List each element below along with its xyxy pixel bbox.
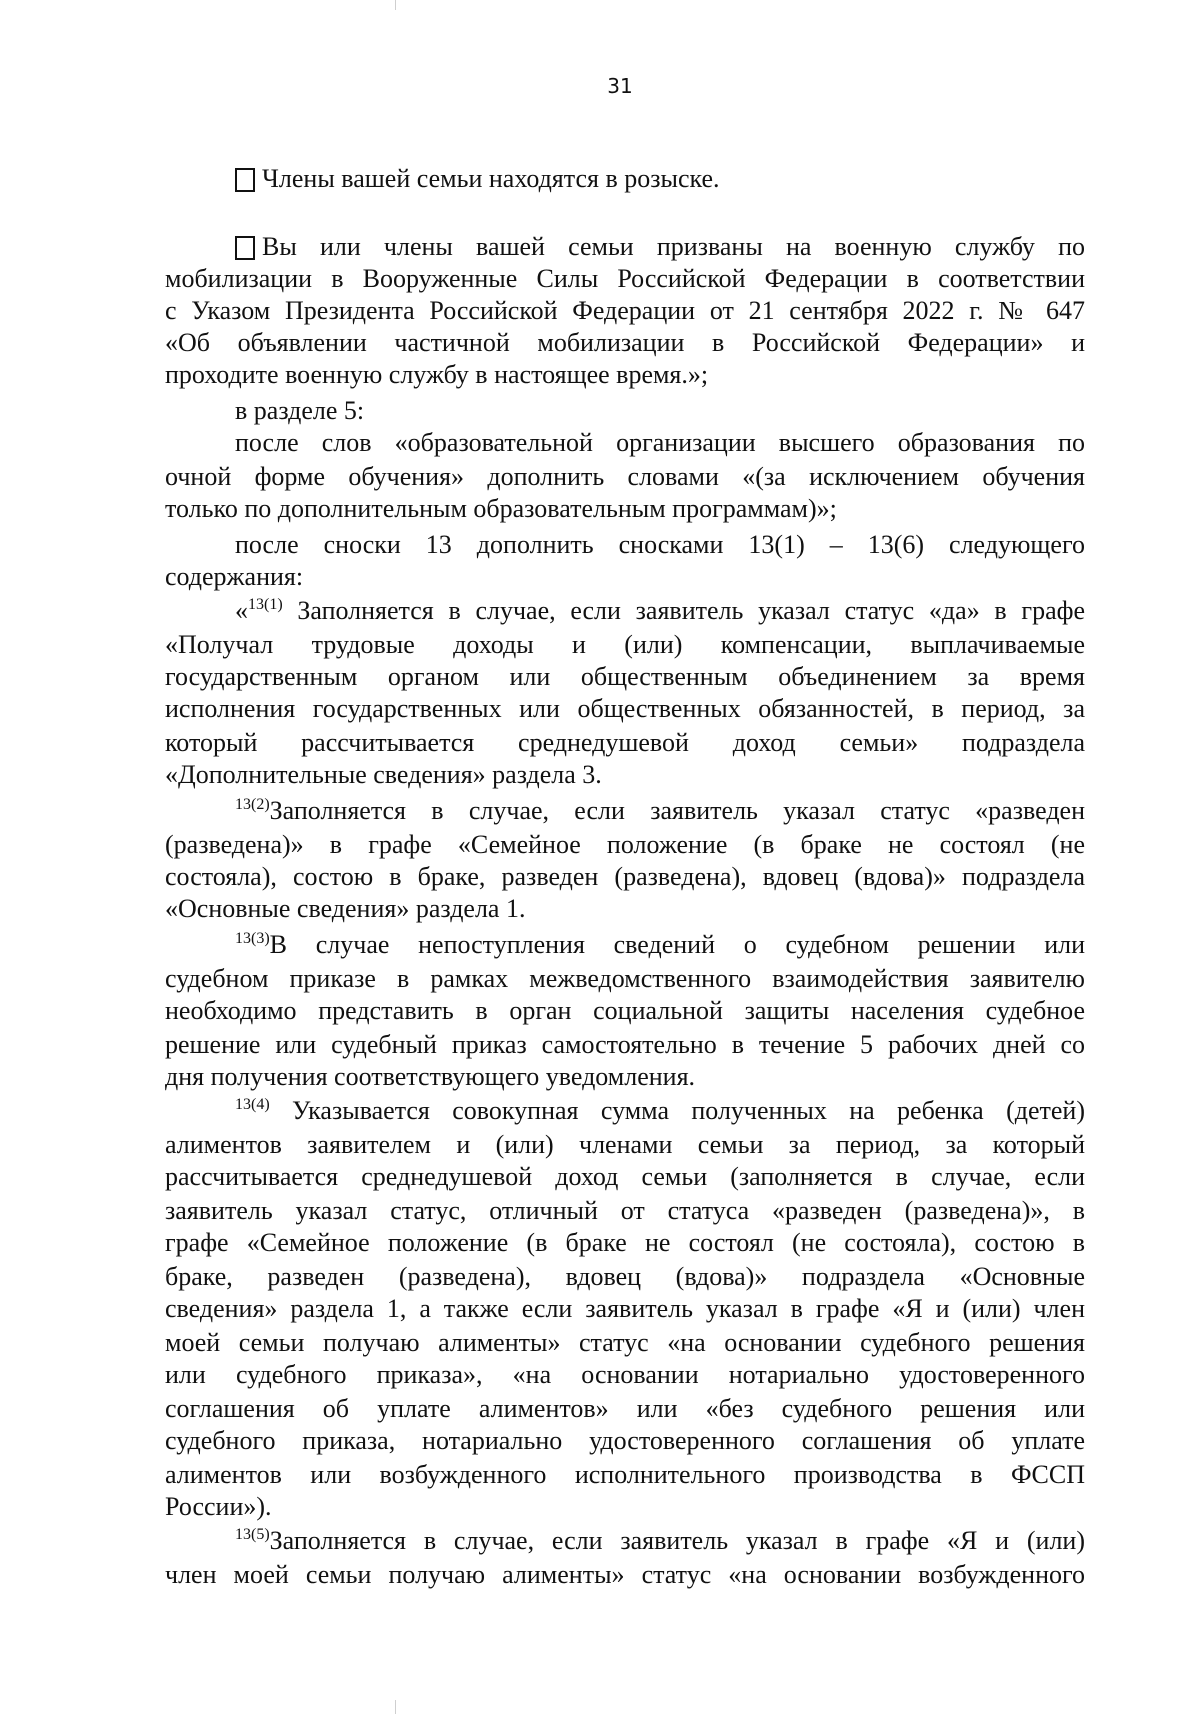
paragraph-line: с Указом Президента Российской Федерации от 21 сентября 2022 г. № 647	[165, 296, 1085, 325]
paragraph-line: графе «Семейное положение (в браке не состоял (не состояла), состою в	[165, 1228, 1085, 1257]
paragraph-line: или судебного приказа», «на основании нотариально удостоверенного	[165, 1360, 1085, 1389]
paragraph-line: после сноски 13 дополнить сносками 13(1) – 13(6) следующего	[235, 530, 1085, 559]
paragraph-line: мобилизации в Вооруженные Силы Российской Федерации в соответствии	[165, 264, 1085, 293]
footnote-13-1: «$^{13(1)}$ Заполняется в случае, если заявитель указал статус «да» в графе	[235, 596, 1085, 625]
section-heading: в разделе 5:	[235, 396, 365, 425]
paragraph-line: состояла), состою в браке, разведен (разведена), вдовец (вдова)» подраздела	[165, 862, 1085, 891]
footnote-mark: 13(2)	[235, 796, 270, 813]
paragraph-line: России»).	[165, 1492, 272, 1521]
quote-mark: «	[235, 596, 248, 625]
paragraph-line: решение или судебный приказ самостоятельно в течение 5 рабочих дней со	[165, 1030, 1085, 1059]
footnote-mark: 13(4)	[235, 1096, 270, 1113]
checkbox-icon[interactable]	[235, 236, 255, 260]
paragraph-line: алиментов или возбужденного исполнительного производства в ФССП	[165, 1460, 1085, 1489]
checkbox-item-missing	[235, 164, 1085, 194]
paragraph-line: судебном приказе в рамках межведомственного взаимодействия заявителю	[165, 964, 1085, 993]
scan-mark-top	[395, 0, 396, 10]
paragraph-line: содержания:	[165, 562, 304, 591]
paragraph-line: исполнения государственных или общественных обязанностей, в период, за	[165, 694, 1085, 723]
paragraph-line: дня получения соответствующего уведомления.	[165, 1062, 696, 1091]
paragraph-line: «Получал трудовые доходы и (или) компенсации, выплачиваемые	[165, 630, 1085, 659]
footnote-mark: 13(1)	[248, 596, 283, 613]
page-number: 31	[607, 74, 633, 98]
footnote-13-3: $^{13(3)}$В случае непоступления сведений о судебном решении или	[235, 930, 1085, 959]
paragraph-line: алиментов заявителем и (или) членами семьи за период, за который	[165, 1130, 1085, 1159]
paragraph-line: «Основные сведения» раздела 1.	[165, 894, 526, 923]
paragraph-line: рассчитывается среднедушевой доход семьи (заполняется в случае, если	[165, 1162, 1085, 1191]
paragraph-line: сведения» раздела 1, а также если заявитель указал в графе «Я и (или) член	[165, 1294, 1085, 1323]
footnote-mark: 13(5)	[235, 1526, 270, 1543]
paragraph-line: очной форме обучения» дополнить словами «(за исключением обучения	[165, 462, 1085, 491]
paragraph-line: проходите военную службу в настоящее время.»;	[165, 360, 709, 389]
checkbox-item-mobilized	[235, 232, 1085, 262]
scan-mark-bottom	[395, 1700, 396, 1714]
footnote-13-4: $^{13(4)}$ Указывается совокупная сумма полученных на ребенка (детей)	[235, 1096, 1085, 1125]
footnote-13-2: $^{13(2)}$Заполняется в случае, если заявитель указал статус «разведен	[235, 796, 1085, 825]
paragraph-line: член моей семьи получаю алименты» статус «на основании возбужденного	[165, 1560, 1085, 1589]
paragraph-line: «Об объявлении частичной мобилизации в Российской Федерации» и	[165, 328, 1085, 357]
checkbox-label: Вы или члены вашей семьи призваны на военную службу по	[262, 232, 1085, 261]
paragraph-line: судебного приказа, нотариально удостоверенного соглашения об уплате	[165, 1426, 1085, 1455]
paragraph-line: который рассчитывается среднедушевой доход семьи» подраздела	[165, 728, 1085, 757]
checkbox-icon[interactable]	[235, 168, 255, 192]
paragraph-line: соглашения об уплате алиментов» или «без судебного решения или	[165, 1394, 1085, 1423]
footnote-mark: 13(3)	[235, 930, 270, 947]
paragraph-line: браке, разведен (разведена), вдовец (вдова)» подраздела «Основные	[165, 1262, 1085, 1291]
paragraph-line: заявитель указал статус, отличный от статуса «разведен (разведена)», в	[165, 1196, 1085, 1225]
paragraph-line: «Дополнительные сведения» раздела 3.	[165, 760, 602, 789]
paragraph-line: моей семьи получаю алименты» статус «на основании судебного решения	[165, 1328, 1085, 1357]
paragraph-line: после слов «образовательной организации высшего образования по	[235, 428, 1085, 457]
paragraph-line: только по дополнительным образовательным программам)»;	[165, 494, 837, 523]
paragraph-line: государственным органом или общественным объединением за время	[165, 662, 1085, 691]
checkbox-label: Члены вашей семьи находятся в розыске.	[262, 164, 720, 193]
paragraph-line: (разведена)» в графе «Семейное положение (в браке не состоял (не	[165, 830, 1085, 859]
footnote-13-5: $^{13(5)}$Заполняется в случае, если заявитель указал в графе «Я и (или)	[235, 1526, 1085, 1555]
paragraph-line: необходимо представить в орган социальной защиты населения судебное	[165, 996, 1085, 1025]
